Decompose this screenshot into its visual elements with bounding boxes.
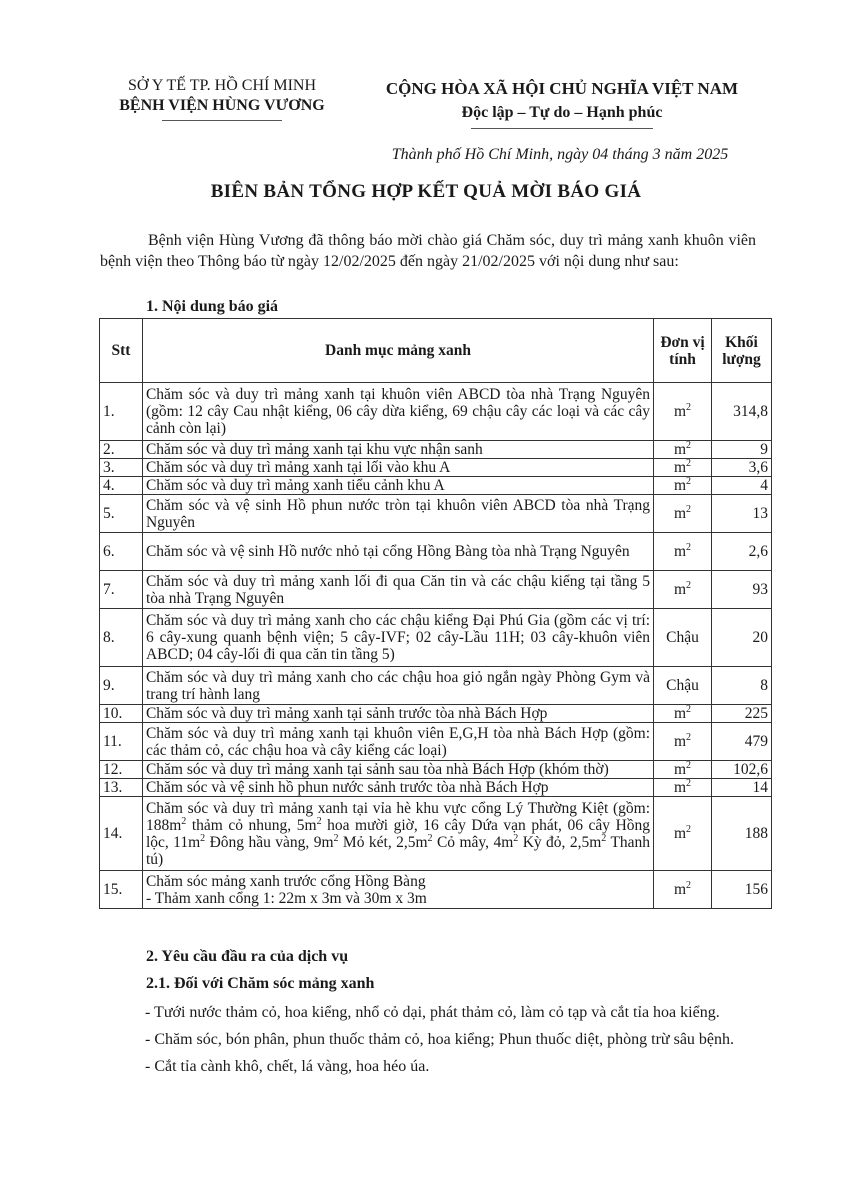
unit-superscript: 2 [686, 823, 692, 835]
unit-superscript: 2 [686, 401, 692, 413]
row-stt: 5. [100, 495, 143, 533]
row-item: Chăm sóc và duy trì mảng xanh tại sảnh sau tòa nhà Bách Hợp (khóm thờ) [142, 761, 653, 779]
superscript: 2 [427, 832, 433, 844]
row-qty: 13 [712, 495, 772, 533]
table-header-row [100, 319, 772, 383]
superscript: 2 [333, 832, 339, 844]
row-stt: 8. [100, 609, 143, 667]
row-unit [654, 779, 712, 797]
header-stt: Stt [100, 319, 143, 383]
row-qty: 479 [712, 723, 772, 761]
requirement-item: - Cắt tỉa cành khô, chết, lá vàng, hoa héo úa. [145, 1058, 430, 1075]
row-item [142, 871, 653, 909]
item-text: hoa mười giờ, 16 cây Dứa vạn phát, 06 cây Hồng lộc, 11m [145, 816, 651, 851]
item-text: Chăm sóc và duy trì mảng xanh tại vỉa hè khu vực cổng Lý Thường Kiệt (gồm: 188m [145, 799, 651, 834]
table-row [100, 477, 772, 495]
table-row [100, 571, 772, 609]
table-row [100, 797, 772, 871]
date-line: Thành phố Hồ Chí Minh, ngày 04 tháng 3 năm 2025 [391, 146, 729, 163]
superscript: 2 [200, 832, 206, 844]
row-unit [654, 459, 712, 477]
unit-text: m [673, 459, 687, 476]
unit-text: Chậu [666, 629, 699, 646]
item-text: Đông hầu vàng, 9m [205, 833, 334, 851]
row-stt: 2. [100, 441, 143, 459]
row-qty: 2,6 [712, 533, 772, 571]
requirement-item: - Tưới nước thảm cỏ, hoa kiểng, nhổ cỏ dại, phát thảm cỏ, làm cỏ tạp và cắt tỉa hoa kiểng. [145, 1004, 720, 1021]
table-row [100, 609, 772, 667]
item-line: Chăm sóc mảng xanh trước cổng Hồng Bàng [145, 872, 426, 890]
row-item: Chăm sóc và duy trì mảng xanh tại khuôn viên ABCD tòa nhà Trạng Nguyên (gồm: 12 cây Cau nhật kiểng, 06 cây dừa kiểng, 69 chậu cây các loại và các cây cảnh còn lại) [142, 383, 653, 441]
unit-superscript: 2 [686, 703, 692, 715]
row-unit [654, 723, 712, 761]
unit-superscript: 2 [686, 439, 692, 451]
row-stt: 7. [100, 571, 143, 609]
row-qty: 156 [712, 871, 772, 909]
row-qty: 20 [712, 609, 772, 667]
unit-superscript: 2 [686, 759, 692, 771]
unit-text: m [673, 477, 687, 494]
row-item: Chăm sóc và vệ sinh Hồ phun nước tròn tại khuôn viên ABCD tòa nhà Trạng Nguyên [142, 495, 653, 533]
row-stt: 13. [100, 779, 143, 797]
row-item: Chăm sóc và duy trì mảng xanh tại khu vực nhận sanh [142, 441, 653, 459]
row-unit [654, 667, 712, 705]
row-unit [654, 495, 712, 533]
document-title: BIÊN BẢN TỔNG HỢP KẾT QUẢ MỜI BÁO GIÁ [210, 181, 642, 202]
unit-superscript: 2 [686, 579, 692, 591]
unit-text: m [673, 505, 687, 522]
org-header [96, 76, 348, 121]
unit-text: m [673, 403, 687, 420]
row-qty: 3,6 [712, 459, 772, 477]
row-item: Chăm sóc và duy trì mảng xanh tại sảnh trước tòa nhà Bách Hợp [142, 705, 653, 723]
row-stt: 3. [100, 459, 143, 477]
item-text: thảm cỏ nhung, 5m [186, 816, 317, 834]
row-qty: 225 [712, 705, 772, 723]
section-1-heading: 1. Nội dung báo giá [146, 298, 279, 315]
unit-text: m [673, 881, 687, 898]
section-2-heading: 2. Yêu cầu đầu ra của dịch vụ [146, 948, 349, 965]
unit-text: m [673, 543, 687, 560]
org-line-hospital: BỆNH VIỆN HÙNG VƯƠNG [119, 97, 325, 114]
row-stt: 6. [100, 533, 143, 571]
superscript: 2 [513, 832, 519, 844]
unit-superscript: 2 [686, 457, 692, 469]
row-unit [654, 383, 712, 441]
row-item [142, 797, 653, 871]
org-divider [162, 120, 282, 121]
row-unit [654, 609, 712, 667]
section-2-1-heading: 2.1. Đối với Chăm sóc mảng xanh [146, 975, 375, 992]
row-stt: 4. [100, 477, 143, 495]
row-item: Chăm sóc và vệ sinh hồ phun nước sảnh trước tòa nhà Bách Hợp [142, 779, 653, 797]
unit-text: m [673, 779, 687, 796]
row-unit [654, 761, 712, 779]
row-stt: 9. [100, 667, 143, 705]
unit-text: m [673, 705, 687, 722]
superscript: 2 [181, 815, 187, 827]
table-row [100, 779, 772, 797]
item-text: Mỏ két, 2,5m [338, 833, 428, 851]
row-unit [654, 871, 712, 909]
row-unit [654, 571, 712, 609]
row-qty: 93 [712, 571, 772, 609]
row-item: Chăm sóc và duy trì mảng xanh tại khuôn viên E,G,H tòa nhà Bách Hợp (gồm: các thảm cỏ, các chậu hoa và cây kiểng các loại) [142, 723, 653, 761]
row-unit [654, 797, 712, 871]
unit-superscript: 2 [686, 503, 692, 515]
country-name: CỘNG HÒA XÃ HỘI CHỦ NGHĨA VIỆT NAM [385, 79, 739, 98]
table-body [100, 383, 772, 909]
row-stt: 12. [100, 761, 143, 779]
row-item: Chăm sóc và duy trì mảng xanh cho các chậu hoa giỏ ngắn ngày Phòng Gym và trang trí hành lang [142, 667, 653, 705]
table-row [100, 459, 772, 477]
table-row [100, 533, 772, 571]
row-unit [654, 441, 712, 459]
national-header [352, 78, 772, 129]
unit-superscript: 2 [686, 731, 692, 743]
intro-paragraph: Bệnh viện Hùng Vương đã thông báo mời chào giá Chăm sóc, duy trì mảng xanh khuôn viên bệnh viện theo Thông báo từ ngày 12/02/2025 đến ngày 21/02/2025 với nội dung như sau: [100, 232, 756, 270]
unit-text: Chậu [666, 677, 699, 694]
table-row [100, 871, 772, 909]
quotation-table [99, 318, 772, 909]
unit-superscript: 2 [686, 475, 692, 487]
row-item: Chăm sóc và duy trì mảng xanh tại lối vào khu A [142, 459, 653, 477]
unit-text: m [673, 441, 687, 458]
unit-superscript: 2 [686, 879, 692, 891]
unit-text: m [673, 733, 687, 750]
row-qty: 188 [712, 797, 772, 871]
header-qty: Khối lượng [712, 319, 772, 383]
item-text: Cỏ mây, 4m [432, 833, 514, 851]
row-item: Chăm sóc và vệ sinh Hồ nước nhỏ tại cổng Hồng Bàng tòa nhà Trạng Nguyên [142, 533, 653, 571]
unit-superscript: 2 [686, 777, 692, 789]
row-qty: 314,8 [712, 383, 772, 441]
unit-text: m [673, 825, 687, 842]
table-row [100, 723, 772, 761]
row-qty: 4 [712, 477, 772, 495]
header-unit: Đơn vị tính [654, 319, 712, 383]
item-text: Thanh tú) [145, 833, 651, 868]
row-unit [654, 477, 712, 495]
row-unit [654, 533, 712, 571]
table-row [100, 667, 772, 705]
table-row [100, 383, 772, 441]
row-stt: 14. [100, 797, 143, 871]
requirements-list [100, 1002, 756, 1083]
unit-text: m [673, 581, 687, 598]
row-item: Chăm sóc và duy trì mảng xanh cho các chậu kiểng Đại Phú Gia (gồm các vị trí: 6 cây-xung quanh bệnh viện; 5 cây-IVF; 02 cây-Lầu 11H; 03 cây-khuôn viên ABCD; 04 cây-lối đi qua căn tin tầng 5) [142, 609, 653, 667]
unit-text: m [673, 761, 687, 778]
item-text: Kỳ đỏ, 2,5m [518, 833, 602, 851]
row-qty: 102,6 [712, 761, 772, 779]
row-stt: 15. [100, 871, 143, 909]
item-line: - Thảm xanh cổng 1: 22m x 3m và 30m x 3m [145, 889, 427, 907]
national-motto: Độc lập – Tự do – Hạnh phúc [461, 104, 663, 121]
table-row [100, 761, 772, 779]
row-stt: 1. [100, 383, 143, 441]
motto-divider [471, 128, 653, 129]
unit-superscript: 2 [686, 541, 692, 553]
table-row [100, 495, 772, 533]
row-qty: 8 [712, 667, 772, 705]
row-item: Chăm sóc và duy trì mảng xanh lối đi qua Căn tin và các chậu kiểng tại tầng 5 tòa nhà Trạng Nguyên [142, 571, 653, 609]
row-stt: 10. [100, 705, 143, 723]
table-row [100, 441, 772, 459]
row-item: Chăm sóc và duy trì mảng xanh tiểu cảnh khu A [142, 477, 653, 495]
table-row [100, 705, 772, 723]
requirement-item: - Chăm sóc, bón phân, phun thuốc thảm cỏ, hoa kiểng; Phun thuốc diệt, phòng trừ sâu bệnh. [145, 1031, 735, 1048]
row-qty: 14 [712, 779, 772, 797]
row-stt: 11. [100, 723, 143, 761]
org-line-ministry: SỞ Y TẾ TP. HỒ CHÍ MINH [127, 77, 316, 94]
row-unit [654, 705, 712, 723]
superscript: 2 [601, 832, 607, 844]
row-qty: 9 [712, 441, 772, 459]
header-item: Danh mục mảng xanh [142, 319, 653, 383]
superscript: 2 [316, 815, 322, 827]
